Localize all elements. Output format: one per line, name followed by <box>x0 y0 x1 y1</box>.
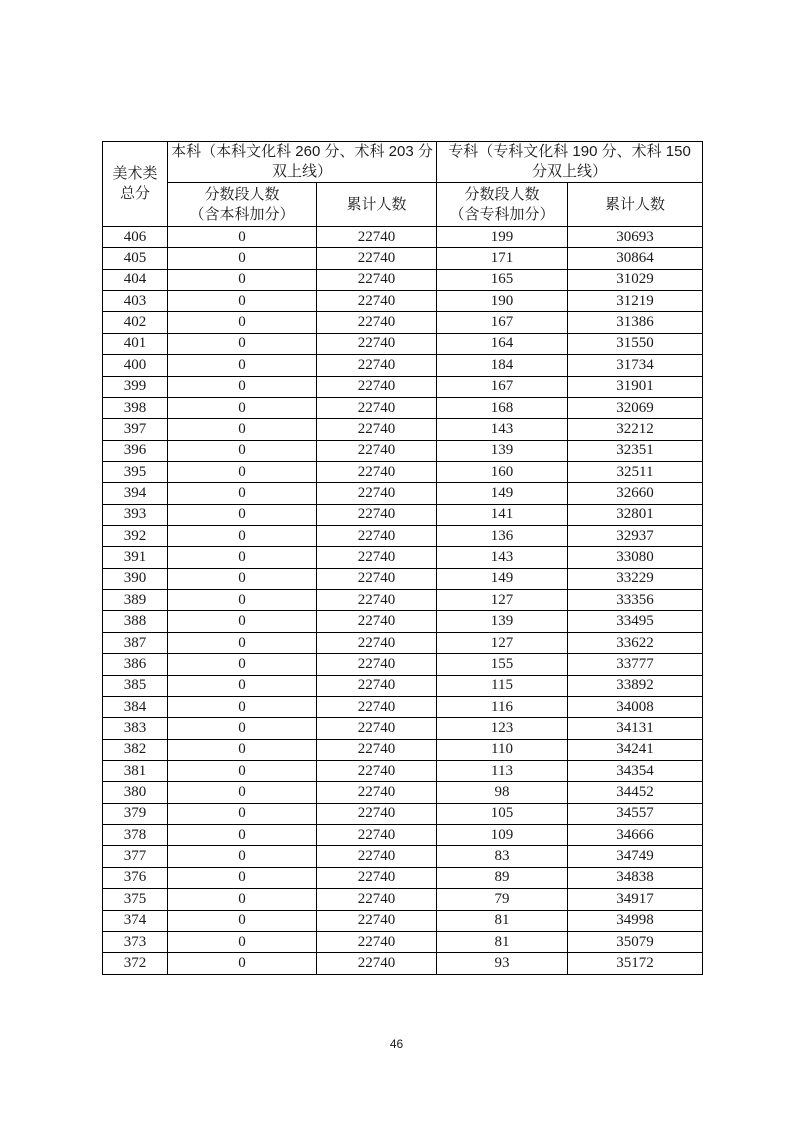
table-row <box>103 547 703 568</box>
benke-segment-cell: 0 <box>168 782 317 803</box>
zhuanke-cumulative-cell: 34749 <box>568 846 703 867</box>
zhuanke-cumulative-cell: 35172 <box>568 953 703 974</box>
zhuanke-cumulative-cell: 32801 <box>568 504 703 525</box>
table-row <box>103 440 703 461</box>
zhuanke-segment-cell: 127 <box>437 590 568 611</box>
score-cell: 374 <box>103 910 168 931</box>
benke-cumulative-cell: 22740 <box>317 526 437 547</box>
benke-cumulative-cell: 22740 <box>317 291 437 312</box>
zhuanke-cumulative-cell: 34666 <box>568 825 703 846</box>
benke-segment-cell: 0 <box>168 867 317 888</box>
benke-segment-cell: 0 <box>168 419 317 440</box>
benke-segment-cell: 0 <box>168 654 317 675</box>
zhuanke-segment-cell: 123 <box>437 718 568 739</box>
score-cell: 379 <box>103 803 168 824</box>
score-cell: 387 <box>103 632 168 653</box>
score-cell: 405 <box>103 248 168 269</box>
score-cell: 386 <box>103 654 168 675</box>
benke-cumulative-cell: 22740 <box>317 504 437 525</box>
score-cell: 399 <box>103 376 168 397</box>
zhuanke-segment-cell: 110 <box>437 739 568 760</box>
zhuanke-segment-cell: 89 <box>437 867 568 888</box>
zhuanke-segment-cell: 139 <box>437 440 568 461</box>
benke-cumulative-cell: 22740 <box>317 590 437 611</box>
table-header <box>103 142 703 227</box>
zhuanke-segment-cell: 116 <box>437 696 568 717</box>
zhuanke-cumulative-cell: 33622 <box>568 632 703 653</box>
table-row <box>103 739 703 760</box>
benke-cumulative-cell: 22740 <box>317 760 437 781</box>
score-cell: 406 <box>103 227 168 248</box>
benke-cumulative-cell: 22740 <box>317 889 437 910</box>
benke-segment-cell: 0 <box>168 526 317 547</box>
zhuanke-segment-header-line2: （含专科加分） <box>449 205 555 223</box>
zhuanke-cumulative-cell: 32069 <box>568 397 703 418</box>
zhuanke-segment-cell: 93 <box>437 953 568 974</box>
score-cell: 395 <box>103 461 168 482</box>
zhuanke-segment-cell: 168 <box>437 397 568 418</box>
table-row <box>103 782 703 803</box>
benke-segment-cell: 0 <box>168 376 317 397</box>
zhuanke-cumulative-cell: 32937 <box>568 526 703 547</box>
zhuanke-cumulative-cell: 31901 <box>568 376 703 397</box>
benke-cumulative-cell: 22740 <box>317 611 437 632</box>
zhuanke-segment-cell: 167 <box>437 312 568 333</box>
table-row <box>103 611 703 632</box>
score-cell: 388 <box>103 611 168 632</box>
score-cell: 382 <box>103 739 168 760</box>
benke-segment-cell: 0 <box>168 291 317 312</box>
zhuanke-segment-cell: 160 <box>437 461 568 482</box>
benke-segment-cell: 0 <box>168 718 317 739</box>
table-row <box>103 889 703 910</box>
benke-cumulative-cell: 22740 <box>317 739 437 760</box>
zhuanke-cumulative-cell: 32660 <box>568 483 703 504</box>
table-row <box>103 718 703 739</box>
benke-cumulative-cell: 22740 <box>317 483 437 504</box>
score-cell: 380 <box>103 782 168 803</box>
table-row <box>103 675 703 696</box>
table-row <box>103 504 703 525</box>
benke-segment-cell: 0 <box>168 312 317 333</box>
table-row <box>103 803 703 824</box>
zhuanke-segment-cell: 81 <box>437 910 568 931</box>
zhuanke-cumulative-cell: 34557 <box>568 803 703 824</box>
zhuanke-group-header: 专科（专科文化科 190 分、术科 150 分双上线） <box>437 142 703 183</box>
zhuanke-segment-cell: 141 <box>437 504 568 525</box>
zhuanke-cumulative-cell: 34008 <box>568 696 703 717</box>
score-cell: 372 <box>103 953 168 974</box>
benke-cumulative-cell: 22740 <box>317 333 437 354</box>
benke-segment-cell: 0 <box>168 803 317 824</box>
benke-segment-header <box>168 183 317 227</box>
score-column-header <box>103 142 168 227</box>
zhuanke-segment-cell: 139 <box>437 611 568 632</box>
benke-segment-cell: 0 <box>168 568 317 589</box>
score-cell: 378 <box>103 825 168 846</box>
zhuanke-segment-cell: 164 <box>437 333 568 354</box>
zhuanke-cumulative-cell: 31029 <box>568 269 703 290</box>
benke-cumulative-cell: 22740 <box>317 632 437 653</box>
score-cell: 377 <box>103 846 168 867</box>
zhuanke-cumulative-cell: 34838 <box>568 867 703 888</box>
zhuanke-cumulative-cell: 34998 <box>568 910 703 931</box>
benke-cumulative-cell: 22740 <box>317 696 437 717</box>
zhuanke-cumulative-cell: 33777 <box>568 654 703 675</box>
table-row <box>103 376 703 397</box>
benke-group-header: 本科（本科文化科 260 分、术科 203 分双上线） <box>168 142 437 183</box>
zhuanke-segment-cell: 143 <box>437 547 568 568</box>
table-row <box>103 931 703 952</box>
table-row <box>103 269 703 290</box>
zhuanke-segment-cell: 165 <box>437 269 568 290</box>
zhuanke-cumulative-cell: 34452 <box>568 782 703 803</box>
table-row <box>103 760 703 781</box>
zhuanke-segment-cell: 184 <box>437 355 568 376</box>
score-cell: 383 <box>103 718 168 739</box>
score-cell: 396 <box>103 440 168 461</box>
score-distribution-table <box>102 141 703 975</box>
table-row <box>103 696 703 717</box>
benke-segment-cell: 0 <box>168 440 317 461</box>
benke-segment-cell: 0 <box>168 825 317 846</box>
benke-cumulative-cell: 22740 <box>317 312 437 333</box>
zhuanke-segment-cell: 199 <box>437 227 568 248</box>
benke-segment-cell: 0 <box>168 461 317 482</box>
zhuanke-segment-cell: 171 <box>437 248 568 269</box>
table-row <box>103 483 703 504</box>
table-row <box>103 419 703 440</box>
benke-cumulative-cell: 22740 <box>317 227 437 248</box>
zhuanke-cumulative-header: 累计人数 <box>568 183 703 227</box>
benke-segment-cell: 0 <box>168 611 317 632</box>
zhuanke-segment-cell: 115 <box>437 675 568 696</box>
table-row <box>103 227 703 248</box>
benke-segment-header-line1: 分数段人数 <box>204 185 280 203</box>
score-cell: 381 <box>103 760 168 781</box>
zhuanke-segment-cell: 81 <box>437 931 568 952</box>
zhuanke-cumulative-cell: 35079 <box>568 931 703 952</box>
score-cell: 385 <box>103 675 168 696</box>
benke-cumulative-cell: 22740 <box>317 376 437 397</box>
benke-segment-cell: 0 <box>168 675 317 696</box>
benke-segment-cell: 0 <box>168 632 317 653</box>
benke-segment-header-line2: （含本科加分） <box>189 205 295 223</box>
table-row <box>103 397 703 418</box>
table-row <box>103 526 703 547</box>
zhuanke-segment-cell: 143 <box>437 419 568 440</box>
score-column-header-line1: 美术类 <box>112 165 158 183</box>
benke-segment-cell: 0 <box>168 760 317 781</box>
benke-segment-cell: 0 <box>168 696 317 717</box>
score-cell: 401 <box>103 333 168 354</box>
table-row <box>103 333 703 354</box>
benke-segment-cell: 0 <box>168 333 317 354</box>
zhuanke-segment-cell: 149 <box>437 483 568 504</box>
benke-cumulative-header: 累计人数 <box>317 183 437 227</box>
benke-segment-cell: 0 <box>168 846 317 867</box>
zhuanke-segment-cell: 79 <box>437 889 568 910</box>
zhuanke-segment-cell: 127 <box>437 632 568 653</box>
zhuanke-segment-header <box>437 183 568 227</box>
zhuanke-cumulative-cell: 31734 <box>568 355 703 376</box>
benke-segment-cell: 0 <box>168 397 317 418</box>
zhuanke-segment-cell: 83 <box>437 846 568 867</box>
score-cell: 376 <box>103 867 168 888</box>
score-cell: 384 <box>103 696 168 717</box>
benke-segment-cell: 0 <box>168 504 317 525</box>
score-cell: 390 <box>103 568 168 589</box>
zhuanke-cumulative-cell: 31386 <box>568 312 703 333</box>
table-row <box>103 355 703 376</box>
zhuanke-cumulative-cell: 33495 <box>568 611 703 632</box>
zhuanke-cumulative-cell: 34241 <box>568 739 703 760</box>
table-row <box>103 632 703 653</box>
score-table-body <box>103 227 703 975</box>
zhuanke-segment-cell: 113 <box>437 760 568 781</box>
table-row <box>103 568 703 589</box>
zhuanke-cumulative-cell: 34354 <box>568 760 703 781</box>
benke-cumulative-cell: 22740 <box>317 440 437 461</box>
benke-segment-cell: 0 <box>168 953 317 974</box>
benke-segment-cell: 0 <box>168 590 317 611</box>
benke-segment-cell: 0 <box>168 910 317 931</box>
benke-cumulative-cell: 22740 <box>317 867 437 888</box>
benke-segment-cell: 0 <box>168 227 317 248</box>
table-row <box>103 291 703 312</box>
zhuanke-cumulative-cell: 31550 <box>568 333 703 354</box>
zhuanke-cumulative-cell: 34131 <box>568 718 703 739</box>
benke-cumulative-cell: 22740 <box>317 931 437 952</box>
benke-cumulative-cell: 22740 <box>317 248 437 269</box>
score-cell: 373 <box>103 931 168 952</box>
table-row <box>103 590 703 611</box>
benke-cumulative-cell: 22740 <box>317 718 437 739</box>
zhuanke-segment-cell: 190 <box>437 291 568 312</box>
page-number: 46 <box>389 1037 404 1051</box>
benke-segment-cell: 0 <box>168 547 317 568</box>
benke-cumulative-cell: 22740 <box>317 953 437 974</box>
zhuanke-cumulative-cell: 33080 <box>568 547 703 568</box>
zhuanke-cumulative-cell: 33892 <box>568 675 703 696</box>
table-row <box>103 953 703 974</box>
zhuanke-cumulative-cell: 34917 <box>568 889 703 910</box>
zhuanke-cumulative-cell: 30693 <box>568 227 703 248</box>
table-row <box>103 312 703 333</box>
table-row <box>103 461 703 482</box>
score-cell: 391 <box>103 547 168 568</box>
benke-cumulative-cell: 22740 <box>317 397 437 418</box>
benke-segment-cell: 0 <box>168 248 317 269</box>
benke-cumulative-cell: 22740 <box>317 269 437 290</box>
table-row <box>103 910 703 931</box>
benke-cumulative-cell: 22740 <box>317 654 437 675</box>
benke-cumulative-cell: 22740 <box>317 846 437 867</box>
benke-segment-cell: 0 <box>168 269 317 290</box>
score-cell: 375 <box>103 889 168 910</box>
score-cell: 398 <box>103 397 168 418</box>
table-row <box>103 248 703 269</box>
score-cell: 404 <box>103 269 168 290</box>
score-cell: 393 <box>103 504 168 525</box>
zhuanke-cumulative-cell: 31219 <box>568 291 703 312</box>
zhuanke-segment-cell: 149 <box>437 568 568 589</box>
zhuanke-segment-cell: 98 <box>437 782 568 803</box>
benke-cumulative-cell: 22740 <box>317 568 437 589</box>
zhuanke-cumulative-cell: 33229 <box>568 568 703 589</box>
table-row <box>103 846 703 867</box>
zhuanke-cumulative-cell: 32351 <box>568 440 703 461</box>
zhuanke-cumulative-cell: 33356 <box>568 590 703 611</box>
zhuanke-segment-cell: 167 <box>437 376 568 397</box>
table-row <box>103 825 703 846</box>
table-row <box>103 654 703 675</box>
benke-cumulative-cell: 22740 <box>317 547 437 568</box>
benke-cumulative-cell: 22740 <box>317 910 437 931</box>
benke-cumulative-cell: 22740 <box>317 461 437 482</box>
zhuanke-cumulative-cell: 32511 <box>568 461 703 482</box>
benke-cumulative-cell: 22740 <box>317 825 437 846</box>
benke-cumulative-cell: 22740 <box>317 803 437 824</box>
zhuanke-cumulative-cell: 32212 <box>568 419 703 440</box>
score-cell: 392 <box>103 526 168 547</box>
zhuanke-segment-cell: 109 <box>437 825 568 846</box>
score-cell: 389 <box>103 590 168 611</box>
benke-segment-cell: 0 <box>168 739 317 760</box>
zhuanke-segment-header-line1: 分数段人数 <box>464 185 540 203</box>
benke-segment-cell: 0 <box>168 889 317 910</box>
benke-cumulative-cell: 22740 <box>317 675 437 696</box>
zhuanke-cumulative-cell: 30864 <box>568 248 703 269</box>
benke-cumulative-cell: 22740 <box>317 355 437 376</box>
benke-cumulative-cell: 22740 <box>317 782 437 803</box>
score-cell: 403 <box>103 291 168 312</box>
benke-segment-cell: 0 <box>168 355 317 376</box>
score-column-header-line2: 总分 <box>119 185 150 202</box>
score-cell: 402 <box>103 312 168 333</box>
benke-segment-cell: 0 <box>168 483 317 504</box>
score-cell: 394 <box>103 483 168 504</box>
benke-cumulative-cell: 22740 <box>317 419 437 440</box>
score-cell: 397 <box>103 419 168 440</box>
zhuanke-segment-cell: 136 <box>437 526 568 547</box>
table-row <box>103 867 703 888</box>
zhuanke-segment-cell: 155 <box>437 654 568 675</box>
zhuanke-segment-cell: 105 <box>437 803 568 824</box>
benke-segment-cell: 0 <box>168 931 317 952</box>
score-cell: 400 <box>103 355 168 376</box>
